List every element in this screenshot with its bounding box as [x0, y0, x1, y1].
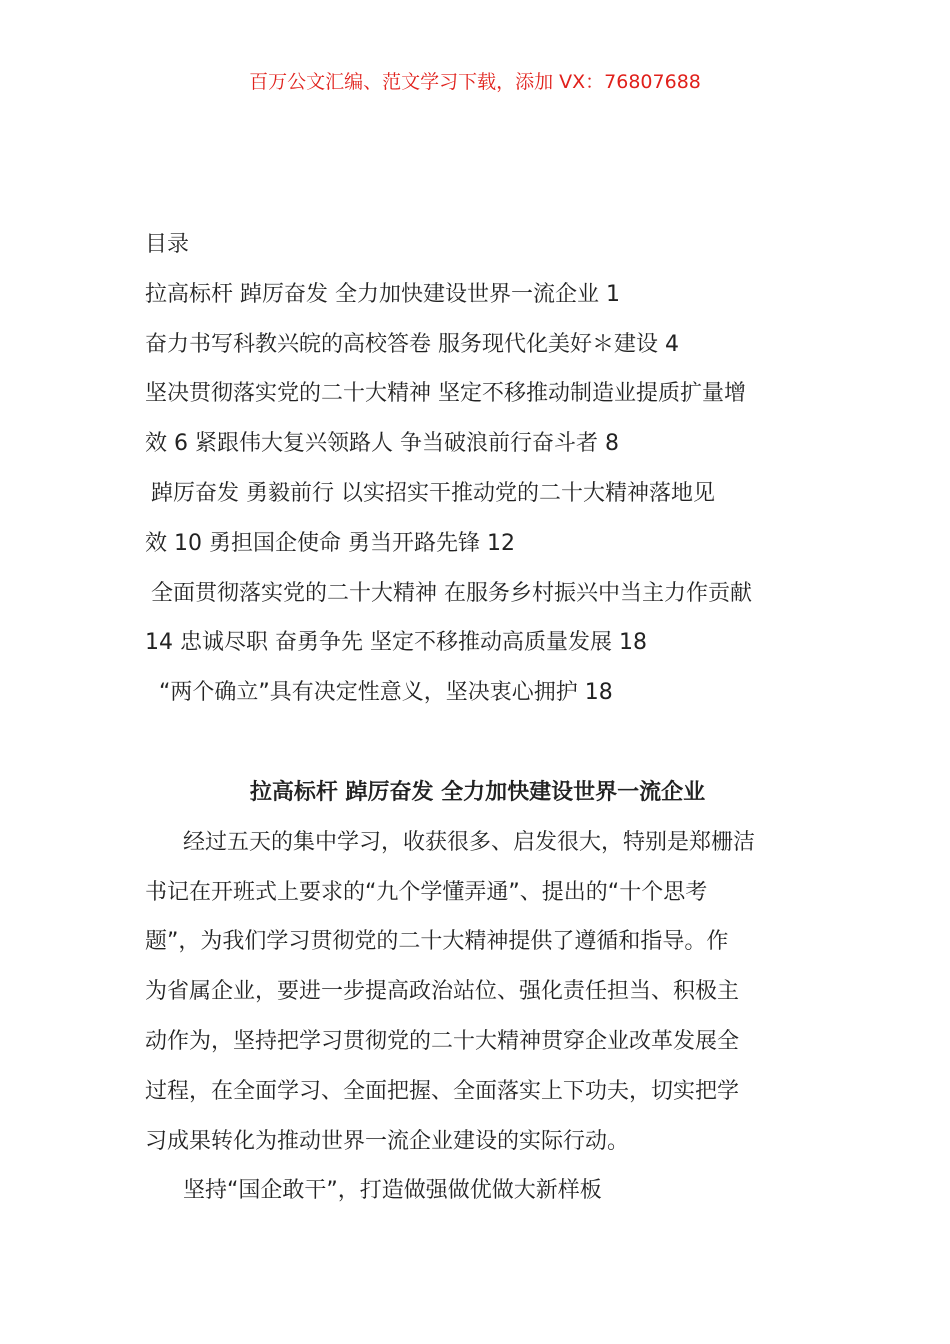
body-line: 习成果转化为推动世界一流企业建设的实际行动。: [145, 1128, 630, 1154]
body-line: 动作为，坚持把学习贯彻党的二十大精神贯穿企业改革发展全: [145, 1028, 740, 1054]
body-line: 为省属企业，要进一步提高政治站位、强化责任担当、积极主: [145, 979, 740, 1005]
document-content: [145, 220, 810, 1216]
header-banner: 百万公文汇编、范文学习下载，添加 VX：76807688: [249, 71, 701, 93]
section-heading: 坚持“国企敢干”，打造做强做优做大新样板: [183, 1178, 602, 1204]
toc-line: 踔厉奋发 勇毅前行 以实招实干推动党的二十大精神落地见: [151, 480, 715, 506]
toc-line: 奋力书写科教兴皖的高校答卷 服务现代化美好＊建设 4: [145, 331, 679, 357]
body-line: 书记在开班式上要求的“九个学懂弄通”、提出的“十个思考: [145, 879, 708, 905]
toc-heading: 目录: [145, 232, 190, 257]
toc-line: 拉高标杆 踔厉奋发 全力加快建设世界一流企业 1: [145, 281, 620, 307]
body-line: 题”，为我们学习贯彻党的二十大精神提供了遵循和指导。作: [145, 929, 729, 955]
article-body: [145, 818, 810, 1216]
table-of-contents: [145, 270, 810, 718]
body-line: 过程，在全面学习、全面把握、全面落实上下功夫，切实把学: [145, 1078, 740, 1104]
toc-line: 效 10 勇担国企使命 勇当开路先锋 12: [145, 530, 515, 556]
article-title: 拉高标杆 踔厉奋发 全力加快建设世界一流企业: [249, 779, 706, 805]
body-line: 经过五天的集中学习，收获很多、启发很大，特别是郑栅洁: [183, 829, 756, 855]
toc-line: 14 忠诚尽职 奋勇争先 坚定不移推动高质量发展 18: [145, 630, 647, 656]
toc-line: 全面贯彻落实党的二十大精神 在服务乡村振兴中当主力作贡献: [151, 580, 752, 606]
toc-line: 坚决贯彻落实党的二十大精神 坚定不移推动制造业提质扩量增: [145, 381, 746, 407]
toc-line: 效 6 紧跟伟大复兴领路人 争当破浪前行奋斗者 8: [145, 431, 619, 457]
toc-line: “两个确立”具有决定性意义，坚决衷心拥护 18: [159, 680, 613, 706]
